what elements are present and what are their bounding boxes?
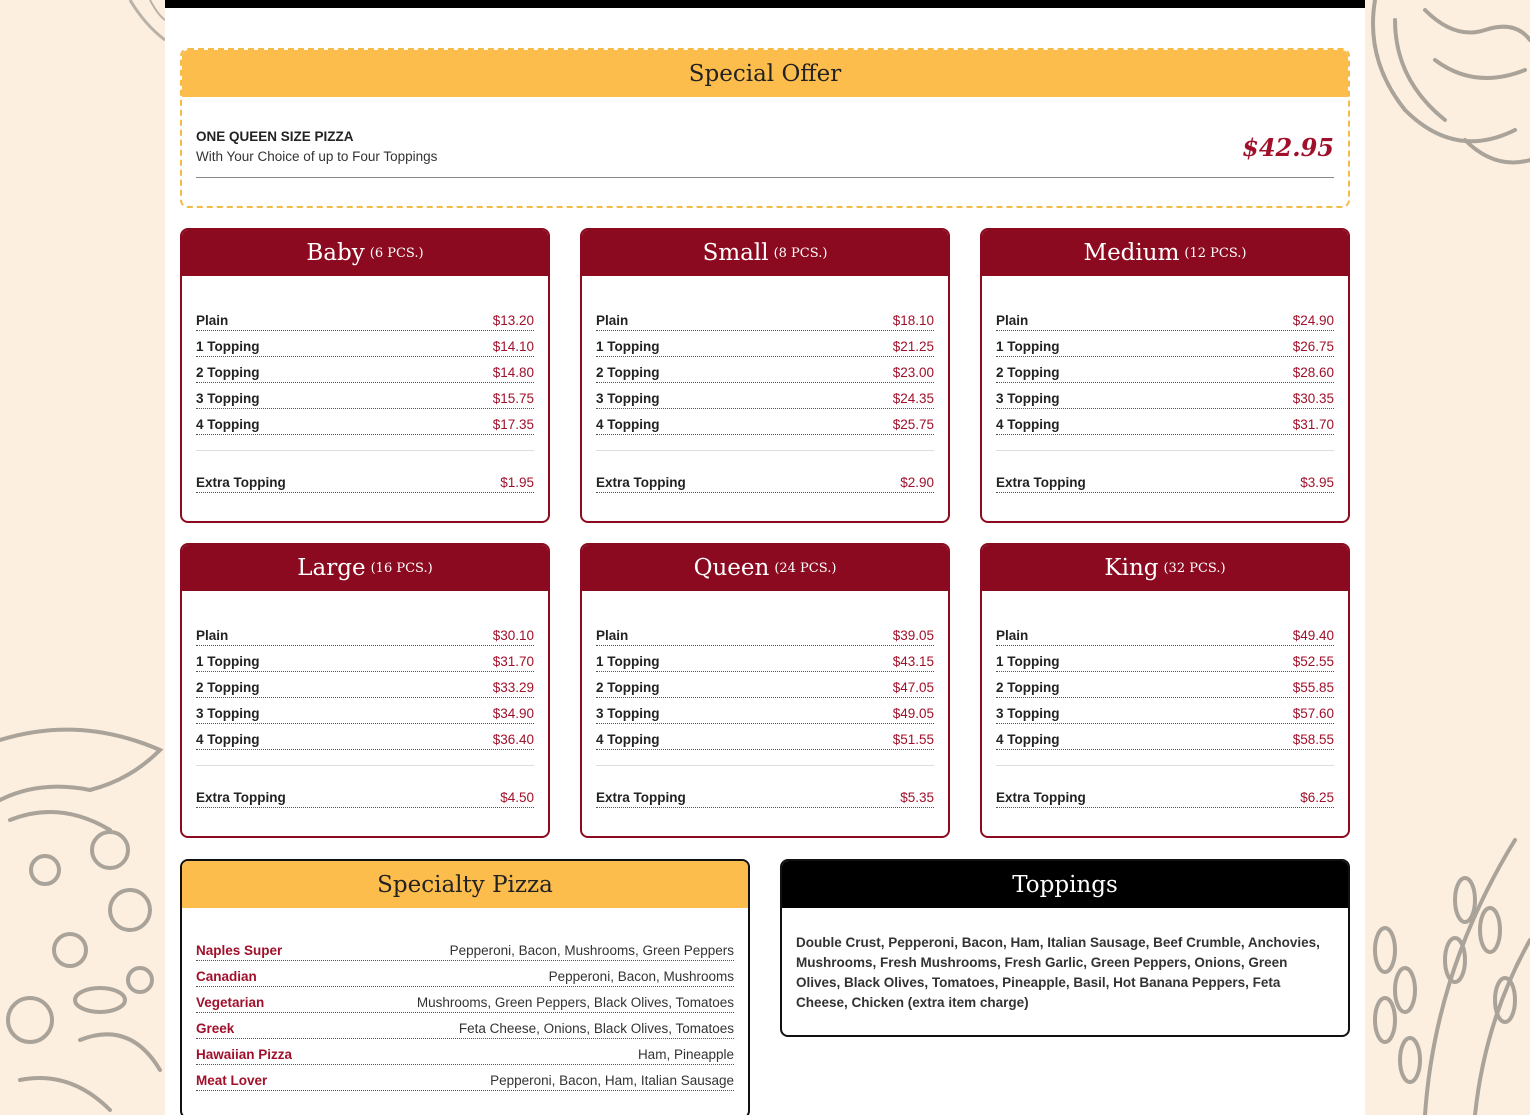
price-list [196,621,534,751]
price-value: $33.29 [492,680,534,695]
size-pieces: (24 PCS.) [774,560,837,576]
price-label: 1 Topping [996,339,1060,354]
price-value: $58.55 [1292,732,1334,747]
toppings-text: Double Crust, Pepperoni, Bacon, Ham, Italian Sausage, Beef Crumble, Anchovies, Mushrooms, Fresh Mushrooms, Fresh Garlic, Green Peppers, Onions, Green Olives, Black Olives, Tomatoes, Pineapple, Basil, Hot Banana Peppers, Feta Cheese, Chicken (extra item charge) [796,935,1320,1010]
divider [596,765,934,766]
price-value: $31.70 [1292,417,1334,432]
price-label: 3 Topping [996,706,1060,721]
size-title: Large [297,555,366,581]
size-card-large [180,543,550,838]
price-row [196,384,534,409]
price-label: 3 Topping [196,706,260,721]
price-row [596,673,934,698]
price-row [996,647,1334,672]
size-title: Queen [693,555,770,581]
price-list [196,306,534,436]
specialty-name: Hawaiian Pizza [196,1047,293,1062]
divider [996,765,1334,766]
price-value: $21.25 [892,339,934,354]
price-label: 3 Topping [196,391,260,406]
price-value: $31.70 [492,654,534,669]
price-row [196,358,534,383]
price-row [596,358,934,383]
pizza-slice-doodle-icon [0,720,165,1115]
price-row [996,783,1334,808]
price-label: 1 Topping [596,654,660,669]
extra-topping [996,783,1334,809]
wheat-doodle-icon [1365,820,1530,1115]
price-value: $18.10 [892,313,934,328]
specialty-description: Pepperoni, Bacon, Mushrooms [548,969,734,984]
specialty-row [196,988,734,1013]
pizza-doodle-top-left-icon [0,0,165,60]
price-row [996,332,1334,357]
price-row [996,725,1334,750]
size-title: King [1104,555,1159,581]
specialty-description: Ham, Pineapple [637,1047,734,1062]
price-label: 4 Topping [996,417,1060,432]
price-row [596,332,934,357]
price-value: $14.10 [492,339,534,354]
price-value: $39.05 [892,628,934,643]
price-label: 4 Topping [196,417,260,432]
price-value: $24.35 [892,391,934,406]
price-label: 4 Topping [996,732,1060,747]
specialty-row [196,936,734,961]
price-row [596,410,934,435]
price-label: Extra Topping [196,475,286,490]
size-pieces: (12 PCS.) [1184,245,1247,261]
price-value: $4.50 [500,790,534,805]
size-header [182,545,548,591]
price-label: Plain [596,313,629,328]
price-row [996,384,1334,409]
price-value: $6.25 [1300,790,1334,805]
extra-topping [196,783,534,809]
size-header [182,230,548,276]
divider [196,450,534,451]
specialty-row [196,1040,734,1065]
specialty-row [196,1066,734,1091]
price-value: $24.90 [1292,313,1334,328]
specialty-header [182,861,748,908]
price-row [996,621,1334,646]
toppings-header [782,861,1348,908]
price-label: Extra Topping [996,475,1086,490]
specialty-pizza-card [180,859,750,1115]
price-value: $25.75 [892,417,934,432]
price-row [196,673,534,698]
size-title: Small [702,240,769,266]
price-row [996,410,1334,435]
extra-topping [596,783,934,809]
price-list [996,621,1334,751]
price-value: $23.00 [892,365,934,380]
size-card-medium [980,228,1350,523]
price-row [596,384,934,409]
price-label: 1 Topping [996,654,1060,669]
size-title: Medium [1083,240,1180,266]
price-row [996,673,1334,698]
special-offer-title: Special Offer [688,60,842,87]
price-value: $52.55 [1292,654,1334,669]
price-label: 3 Topping [596,391,660,406]
specialty-row [196,962,734,987]
price-value: $47.05 [892,680,934,695]
price-list [596,621,934,751]
specialty-description: Feta Cheese, Onions, Black Olives, Tomatoes [458,1021,734,1036]
menu-page [165,0,1365,1115]
price-label: 2 Topping [196,680,260,695]
price-label: 3 Topping [996,391,1060,406]
price-value: $28.60 [1292,365,1334,380]
price-label: Plain [996,313,1029,328]
size-card-queen [580,543,950,838]
divider [596,450,934,451]
size-card-king [980,543,1350,838]
price-value: $49.40 [1292,628,1334,643]
size-header [982,230,1348,276]
size-header [982,545,1348,591]
price-label: 2 Topping [996,365,1060,380]
size-header [582,230,948,276]
price-label: 4 Topping [196,732,260,747]
price-value: $36.40 [492,732,534,747]
price-label: Plain [196,628,229,643]
price-label: Plain [196,313,229,328]
extra-topping [996,468,1334,494]
price-row [596,699,934,724]
price-row [596,647,934,672]
price-value: $5.35 [900,790,934,805]
divider [996,450,1334,451]
price-label: Extra Topping [596,790,686,805]
price-value: $30.35 [1292,391,1334,406]
price-row [196,410,534,435]
price-value: $26.75 [1292,339,1334,354]
price-label: Plain [996,628,1029,643]
price-label: 1 Topping [196,654,260,669]
size-card-baby [180,228,550,523]
price-label: 2 Topping [596,680,660,695]
specialty-name: Meat Lover [196,1073,268,1088]
price-row [196,468,534,493]
price-list [596,306,934,436]
price-row [596,621,934,646]
price-label: 2 Topping [596,365,660,380]
specialty-title: Specialty Pizza [377,871,553,898]
price-value: $15.75 [492,391,534,406]
top-bar [165,0,1365,8]
size-pieces: (16 PCS.) [370,560,433,576]
toppings-card [780,859,1350,1037]
price-value: $57.60 [1292,706,1334,721]
price-value: $49.05 [892,706,934,721]
price-row [196,647,534,672]
specialty-description: Pepperoni, Bacon, Ham, Italian Sausage [490,1073,734,1088]
size-pieces: (8 PCS.) [773,245,828,261]
specialty-list [196,936,734,1092]
price-value: $43.15 [892,654,934,669]
special-offer-description: With Your Choice of up to Four Toppings [196,149,438,164]
specialty-description: Pepperoni, Bacon, Mushrooms, Green Peppers [449,943,734,958]
price-row [196,783,534,808]
price-label: 2 Topping [996,680,1060,695]
price-value: $14.80 [492,365,534,380]
price-label: 4 Topping [596,732,660,747]
price-label: Extra Topping [596,475,686,490]
garlic-doodle-icon [1365,0,1530,180]
specialty-description: Mushrooms, Green Peppers, Black Olives, Tomatoes [416,995,734,1010]
special-offer-header [182,50,1348,97]
specialty-name: Naples Super [196,943,283,958]
price-row [196,621,534,646]
specialty-name: Greek [196,1021,235,1036]
price-row [996,699,1334,724]
price-value: $51.55 [892,732,934,747]
price-value: $30.10 [492,628,534,643]
price-value: $3.95 [1300,475,1334,490]
price-label: 1 Topping [596,339,660,354]
special-offer-name: ONE QUEEN SIZE PIZZA [196,129,354,144]
special-offer-card [180,48,1350,208]
price-label: 4 Topping [596,417,660,432]
price-row [196,332,534,357]
toppings-title: Toppings [1012,871,1118,898]
price-value: $55.85 [1292,680,1334,695]
price-value: $1.95 [500,475,534,490]
price-label: 1 Topping [196,339,260,354]
extra-topping [196,468,534,494]
specialty-row [196,1014,734,1039]
price-row [196,699,534,724]
price-row [596,468,934,493]
price-row [596,783,934,808]
price-label: Extra Topping [196,790,286,805]
special-offer-row [196,129,1334,178]
size-header [582,545,948,591]
specialty-name: Canadian [196,969,257,984]
price-label: Plain [596,628,629,643]
price-row [596,306,934,331]
price-row [996,468,1334,493]
size-pieces: (32 PCS.) [1163,560,1226,576]
size-title: Baby [306,240,365,266]
size-card-small [580,228,950,523]
size-pieces: (6 PCS.) [369,245,424,261]
specialty-name: Vegetarian [196,995,265,1010]
price-value: $13.20 [492,313,534,328]
price-label: 3 Topping [596,706,660,721]
price-label: 2 Topping [196,365,260,380]
price-list [996,306,1334,436]
divider [196,765,534,766]
price-value: $17.35 [492,417,534,432]
price-row [996,306,1334,331]
price-value: $34.90 [492,706,534,721]
price-row [996,358,1334,383]
price-label: Extra Topping [996,790,1086,805]
price-row [196,306,534,331]
price-row [196,725,534,750]
price-row [596,725,934,750]
special-offer-price: $42.95 [1242,133,1334,162]
price-value: $2.90 [900,475,934,490]
extra-topping [596,468,934,494]
